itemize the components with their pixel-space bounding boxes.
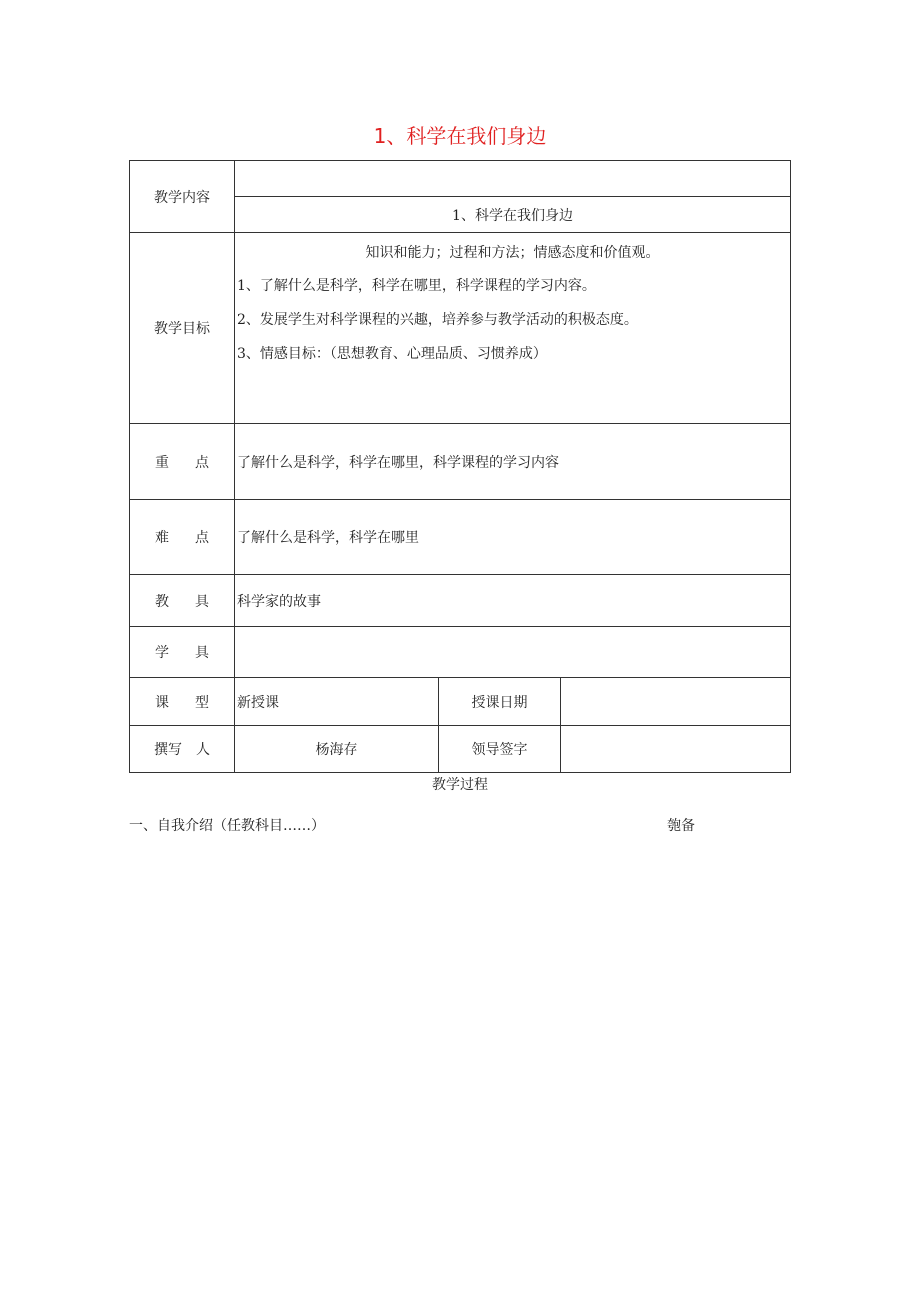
- table-row: [130, 424, 791, 500]
- teaching-aids-value: 科学家的故事: [235, 575, 791, 627]
- page-title: 1、科学在我们身边: [373, 124, 547, 148]
- table-row: [130, 575, 791, 627]
- author-label: 撰写 人: [130, 726, 235, 773]
- content-label: 教学内容: [130, 161, 235, 233]
- table-row: [130, 500, 791, 575]
- date-label: 授课日期: [439, 678, 561, 726]
- learning-aids-label: 学 具: [130, 627, 235, 678]
- objectives-cell: [235, 233, 791, 424]
- table-row: [130, 161, 791, 197]
- signature-value: [561, 726, 791, 773]
- lesson-type-label: 课 型: [130, 678, 235, 726]
- objectives-label: 教学目标: [130, 233, 235, 424]
- intro-right-note: 匏备: [667, 818, 695, 834]
- objective-item: 1、了解什么是科学，科学在哪里，科学课程的学习内容。: [237, 278, 596, 294]
- date-value: [561, 678, 791, 726]
- signature-label: 领导签字: [439, 726, 561, 773]
- objective-item: 3、情感目标：（思想教育、心理品质、习惯养成）: [237, 346, 547, 362]
- lesson-plan-table: [129, 160, 791, 773]
- author-value: 杨海存: [235, 726, 439, 773]
- content-empty-cell: [235, 161, 791, 197]
- key-points-label: 重 点: [130, 424, 235, 500]
- learning-aids-value: [235, 627, 791, 678]
- table-row: [130, 726, 791, 773]
- objectives-intro: 知识和能力；过程和方法；情感态度和价值观。: [365, 245, 660, 261]
- objective-item: 2、发展学生对科学课程的兴趣，培养参与教学活动的积极态度。: [237, 312, 638, 328]
- difficulties-value: 了解什么是科学，科学在哪里: [235, 500, 791, 575]
- key-points-value: 了解什么是科学，科学在哪里，科学课程的学习内容: [235, 424, 791, 500]
- table-row: [130, 233, 791, 424]
- content-value: 1、科学在我们身边: [235, 197, 791, 233]
- table-row: [130, 627, 791, 678]
- teaching-aids-label: 教 具: [130, 575, 235, 627]
- process-caption: 教学过程: [432, 777, 488, 793]
- difficulties-label: 难 点: [130, 500, 235, 575]
- lesson-type-value: 新授课: [235, 678, 439, 726]
- table-row: [130, 678, 791, 726]
- intro-line: 一、自我介绍（任教科目……）: [129, 818, 325, 834]
